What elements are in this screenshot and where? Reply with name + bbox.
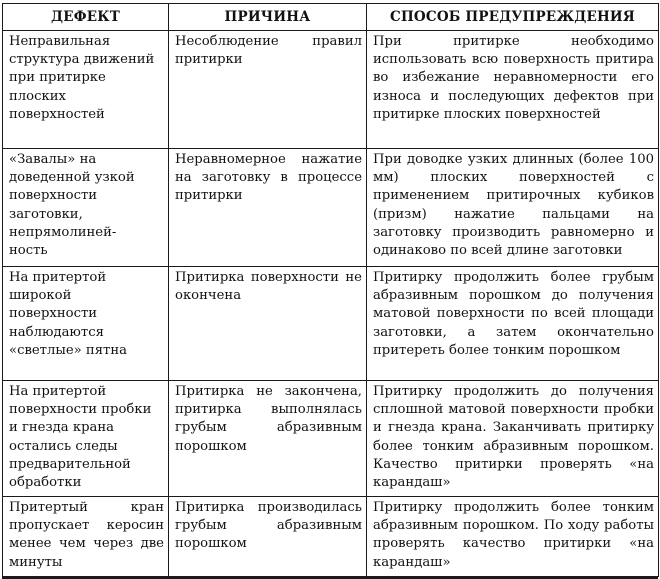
- cell-cause: [169, 497, 367, 577]
- cell-cause: [169, 149, 367, 267]
- cell-text: Неравномерное нажатие на заготовку в процессе притирки: [175, 152, 362, 204]
- defects-table: [2, 3, 659, 577]
- header-defect: ДЕФЕКТ: [3, 4, 169, 31]
- cell-text: При притирке необходимо использовать всю поверхность притира во избежание неравномерности его износа и последующих дефектов при притирке плоских поверхностей: [373, 34, 654, 122]
- cell-text: Притирку продолжить более грубым абразивным порошком до получения матовой поверхности по всей площади заготовки, а затем окончательно притереть более тонким порошком: [373, 270, 654, 358]
- cell-prevention: [367, 149, 659, 267]
- cell-text: Неправильная структура движений при притирке плоских поверхностей: [9, 34, 155, 122]
- cell-text: Притирка производилась грубым абразивным порошком: [175, 500, 362, 552]
- cell-cause: [169, 267, 367, 381]
- cell-cause: [169, 381, 367, 497]
- cell-prevention: [367, 381, 659, 497]
- table-body: [3, 31, 659, 577]
- table-row: [3, 381, 659, 497]
- table-header: [3, 4, 659, 31]
- cell-cause: [169, 31, 367, 149]
- cell-text: На притертой поверхности пробки и гнезда крана остались следы предварительной обработки: [9, 384, 152, 491]
- cell-prevention: [367, 267, 659, 381]
- cell-defect: [3, 381, 169, 497]
- cell-defect: [3, 497, 169, 577]
- header-cause: ПРИЧИНА: [169, 4, 367, 31]
- cell-defect: [3, 267, 169, 381]
- table-row: [3, 497, 659, 577]
- cell-text: Притирка поверхности не окончена: [175, 270, 362, 304]
- cell-text: Притирку продолжить более тонким абразивным порошком. По ходу работы проверять качество притирки «на карандаш»: [373, 500, 654, 570]
- cell-defect: [3, 31, 169, 149]
- cell-defect: [3, 149, 169, 267]
- header-prevention: СПОСОБ ПРЕДУПРЕЖДЕНИЯ: [367, 4, 659, 31]
- cell-prevention: [367, 31, 659, 149]
- cell-text: Притирку продолжить до получения сплошной матовой поверхности пробки и гнезда крана. Заканчивать притирку более тонким абразивным порошком. Качество притирки проверять «на карандаш»: [373, 384, 654, 491]
- cell-text: Несоблюдение правил притирки: [175, 34, 362, 68]
- table-row: [3, 31, 659, 149]
- cell-text: Притирка не закончена, притирка выполнялась грубым абразивным порошком: [175, 384, 362, 454]
- cell-prevention: [367, 497, 659, 577]
- cell-text: При доводке узких длинных (более 100 мм) плоских поверхностей с применением притирочных кубиков (призм) нажатие пальцами на заготовку производить равномерно и одинаково по всей длине заготовки: [373, 152, 654, 259]
- header-row: [3, 4, 659, 31]
- table-row: [3, 149, 659, 267]
- cell-text: «Завалы» на доведенной узкой поверхности заготовки, непрямолиней- ность: [9, 152, 135, 259]
- table-row: [3, 267, 659, 381]
- cell-text: Притертый кран пропускает керосин менее чем через две минуты: [9, 500, 164, 570]
- cell-text: На притертой широкой поверхности наблюдаются «светлые» пятна: [9, 270, 127, 358]
